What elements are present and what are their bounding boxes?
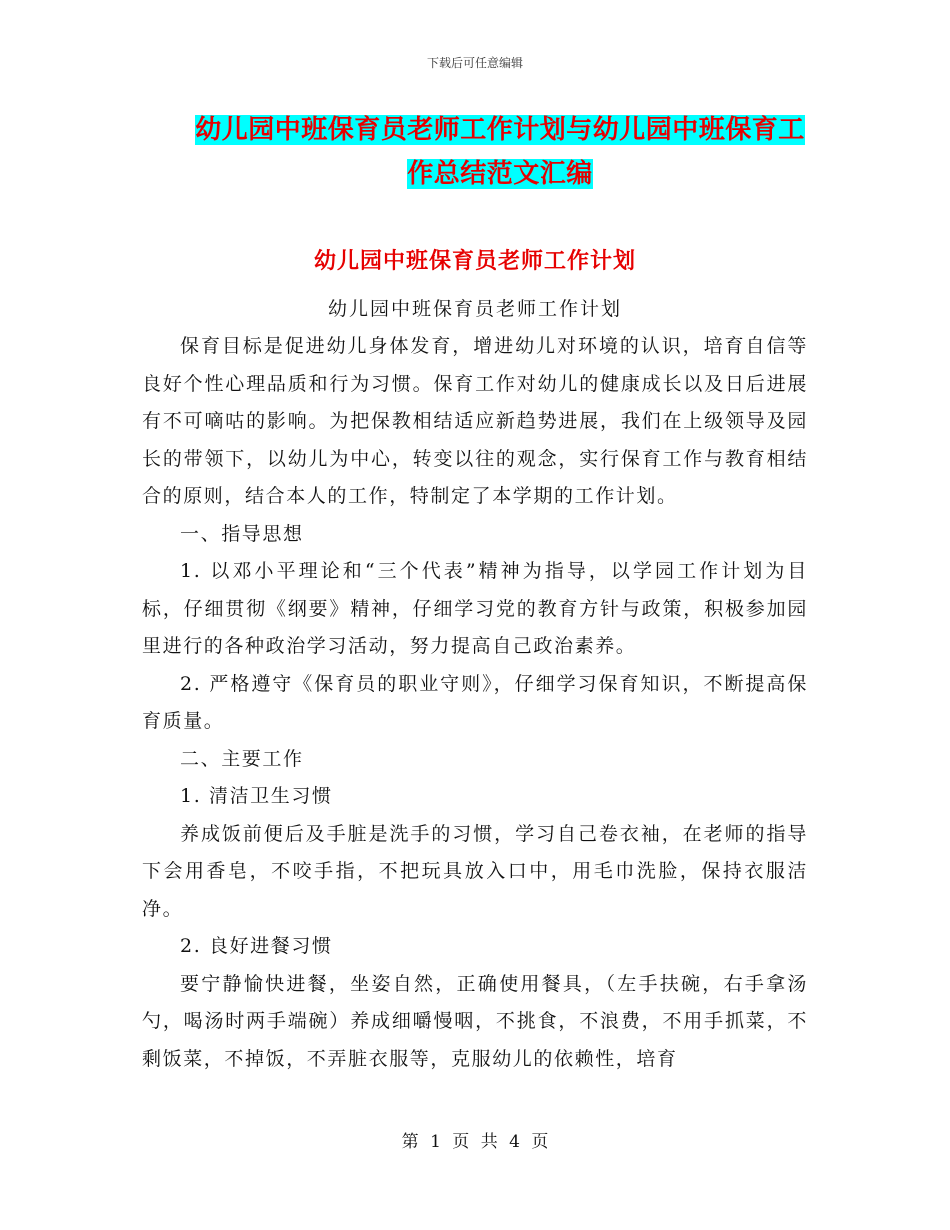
heading-eating-habits: 2. 良好进餐习惯 (180, 935, 333, 957)
paragraph-eating-habits: 要宁静愉快进餐，坐姿自然，正确使用餐具，（左手扶碗，右手拿汤勺，喝汤时两手端碗）养成细嚼慢咽，不挑食，不浪费，不用手抓菜，不剩饭菜，不掉饭，不弄脏衣服等，克服幼儿的依赖性，培育 (142, 972, 808, 1070)
document-body (142, 328, 808, 1078)
section-title: 幼儿园中班保育员老师工作计划 (313, 248, 636, 274)
paragraph-guiding-2: 2. 严格遵守《保育员的职业守则》，仔细学习保育知识，不断提高保育质量。 (142, 672, 808, 732)
heading-main-work: 二、主要工作 (180, 747, 304, 770)
paragraph-intro: 保育目标是促进幼儿身体发育，增进幼儿对环境的认识，培育自信等良好个性心理品质和行为习惯。保育工作对幼儿的健康成长以及日后进展有不可嘀咕的影响。为把保教相结适应新趋势进展，我们在上级领导及园长的带领下，以幼儿为中心，转变以往的观念，实行保育工作与教育相结合的原则，结合本人的工作，特制定了本学期的工作计划。 (142, 335, 808, 507)
paragraph-hygiene-habits: 养成饭前便后及手脏是洗手的习惯，学习自己卷衣袖，在老师的指导下会用香皂，不咬手指，不把玩具放入口中，用毛巾洗脸，保持衣服洁净。 (142, 822, 808, 920)
document-title (190, 108, 810, 196)
document-title-text: 幼儿园中班保育员老师工作计划与幼儿园中班保育工作总结范文汇编 (195, 115, 805, 189)
sub-title: 幼儿园中班保育员老师工作计划 (327, 298, 622, 320)
header-note: 下载后可任意编辑 (426, 56, 523, 70)
heading-guiding-ideology: 一、指导思想 (180, 522, 304, 545)
paragraph-guiding-1: 1. 以邓小平理论和“三个代表”精神为指导，以学园工作计划为目标，仔细贯彻《纲要》精神，仔细学习党的教育方针与政策，积极参加园里进行的各种政治学习活动，努力提高自己政治素养。 (142, 560, 808, 657)
heading-hygiene-habits: 1. 清洁卫生习惯 (180, 785, 333, 807)
page-number: 第 1 页 共 4 页 (401, 1132, 549, 1152)
